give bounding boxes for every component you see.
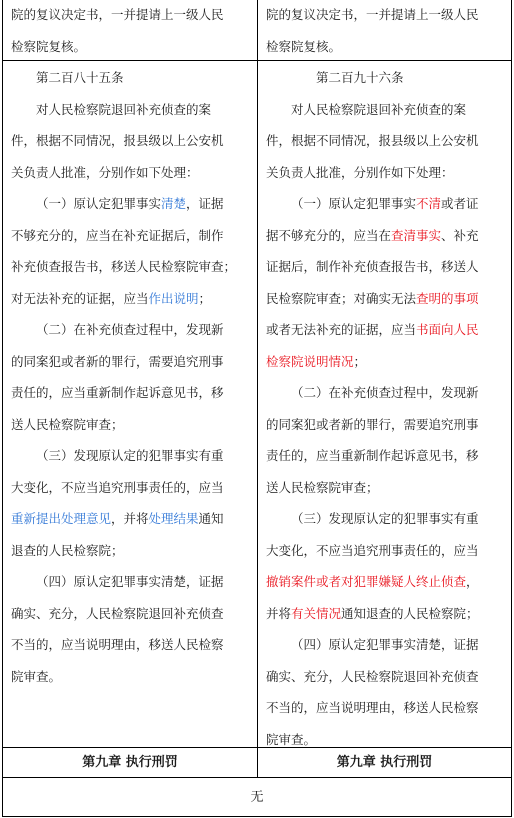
text-line: 补充侦查报告书，移送人民检察院审查； xyxy=(11,259,237,274)
text-line: 的同案犯或者新的罪行，需要追究刑事 xyxy=(266,416,479,432)
text-line xyxy=(266,220,505,252)
text-line: 不当的，应当说明理由，移送人民检察 xyxy=(266,700,479,715)
text-line: 确实、充分，人民检察院退回补充侦查 xyxy=(266,668,479,684)
text-line: （二）在补充侦查过程中，发现新 xyxy=(291,385,479,400)
text-run: ， xyxy=(466,574,479,589)
article-title: 第二百九十六条 xyxy=(316,70,404,85)
highlight-blue: 作出说明 xyxy=(148,290,199,306)
text-line xyxy=(266,598,505,630)
highlight-red: 撤销案件或者对犯罪嫌疑人终止侦查 xyxy=(266,574,467,589)
text-line: 件，根据不同情况，报县级以上公安机 xyxy=(266,133,479,148)
highlight-blue: 清楚 xyxy=(161,196,187,211)
text-line: （四）原认定犯罪事实清楚，证据 xyxy=(36,574,224,589)
text-line xyxy=(11,188,251,220)
text-line: 送人民检察院审查； xyxy=(266,479,379,495)
text-run: （一）原认定犯罪事实 xyxy=(291,196,417,211)
chapter-heading-right: 第九章 执行刑罚 xyxy=(257,747,512,778)
text-line: 送人民检察院审查； xyxy=(11,416,124,432)
left-article-cell xyxy=(2,60,258,748)
text-run: 、补充 xyxy=(441,227,479,243)
highlight-blue: 重新提出处理意见 xyxy=(11,511,112,526)
text-line: 检察院复核。 xyxy=(11,38,87,54)
text-line: 大变化，不应当追究刑事责任的，应当 xyxy=(11,479,224,495)
text-line: 责任的，应当重新制作起诉意见书，移 xyxy=(11,385,224,400)
text-line: 检察院复核。 xyxy=(266,38,342,54)
text-line: 关负责人批准，分别作如下处理： xyxy=(266,164,454,180)
text-line: 院的复议决定书，一并提请上一级人民 xyxy=(266,7,479,22)
highlight-red: 查明的事项 xyxy=(416,290,479,306)
text-line: （四）原认定犯罪事实清楚，证据 xyxy=(291,637,479,652)
article-title: 第二百八十五条 xyxy=(36,70,124,85)
text-run: ； xyxy=(198,290,212,306)
text-line: 确实、充分，人民检察院退回补充侦查 xyxy=(11,605,224,621)
text-run: ，并将 xyxy=(111,511,149,526)
highlight-red: 检察院说明情况 xyxy=(266,353,354,369)
text-run: 或者无法补充的证据，应当 xyxy=(266,322,417,337)
text-line: 的同案犯或者新的罪行，需要追究刑事 xyxy=(11,353,224,369)
note-cell: 无 xyxy=(2,777,512,817)
highlight-red: 不清 xyxy=(416,196,442,211)
text-line: 退查的人民检察院； xyxy=(11,542,124,558)
text-line: 件，根据不同情况，报县级以上公安机 xyxy=(11,133,224,148)
right-article-cell xyxy=(257,60,512,748)
top-left-cell xyxy=(2,0,258,61)
text-line xyxy=(266,188,505,220)
highlight-red: 查清事实 xyxy=(391,227,442,243)
text-line: （三）发现原认定的犯罪事实有重 xyxy=(36,448,224,463)
highlight-red: 有关情况 xyxy=(291,605,342,621)
text-line: 责任的，应当重新制作起诉意见书，移 xyxy=(266,448,479,463)
text-line: 证据后，制作补充侦查报告书，移送人 xyxy=(266,259,479,274)
text-line: 对人民检察院退回补充侦查的案 xyxy=(36,101,212,117)
text-line: （二）在补充侦查过程中，发现新 xyxy=(36,322,224,337)
text-run: 通知 xyxy=(198,511,224,526)
text-line: 不当的，应当说明理由，移送人民检察 xyxy=(11,637,224,652)
text-line xyxy=(11,503,251,535)
text-run: 或者证 xyxy=(441,196,479,211)
text-line: 不够充分的，应当在补充证据后，制作 xyxy=(11,227,224,243)
text-line: 对人民检察院退回补充侦查的案 xyxy=(291,101,467,117)
text-line xyxy=(11,283,251,315)
text-line: 关负责人批准，分别作如下处理： xyxy=(11,164,199,180)
text-run: 民检察院审查；对确实无法 xyxy=(266,290,417,306)
text-run: ； xyxy=(353,353,367,369)
text-line: 院的复议决定书，一并提请上一级人民 xyxy=(11,7,224,22)
text-run: 据不够充分的，应当在 xyxy=(266,227,392,243)
text-line: 大变化，不应当追究刑事责任的，应当 xyxy=(266,542,479,558)
text-line xyxy=(266,283,505,315)
highlight-blue: 处理结果 xyxy=(148,511,199,526)
text-line: 院审查。 xyxy=(11,668,62,684)
text-line xyxy=(266,346,505,378)
text-line: （三）发现原认定的犯罪事实有重 xyxy=(291,511,479,526)
text-run: 对无法补充的证据，应当 xyxy=(11,290,149,306)
text-run: 通知退查的人民检察院； xyxy=(341,605,479,621)
highlight-red: 书面向人民 xyxy=(416,322,479,337)
text-line xyxy=(266,566,505,598)
text-run: 并将 xyxy=(266,605,292,621)
text-line xyxy=(266,314,505,346)
text-line: 院审查。 xyxy=(266,731,317,747)
top-right-cell xyxy=(257,0,512,61)
text-run: ，证据 xyxy=(186,196,224,211)
chapter-heading-left: 第九章 执行刑罚 xyxy=(2,747,258,778)
text-run: （一）原认定犯罪事实 xyxy=(36,196,162,211)
